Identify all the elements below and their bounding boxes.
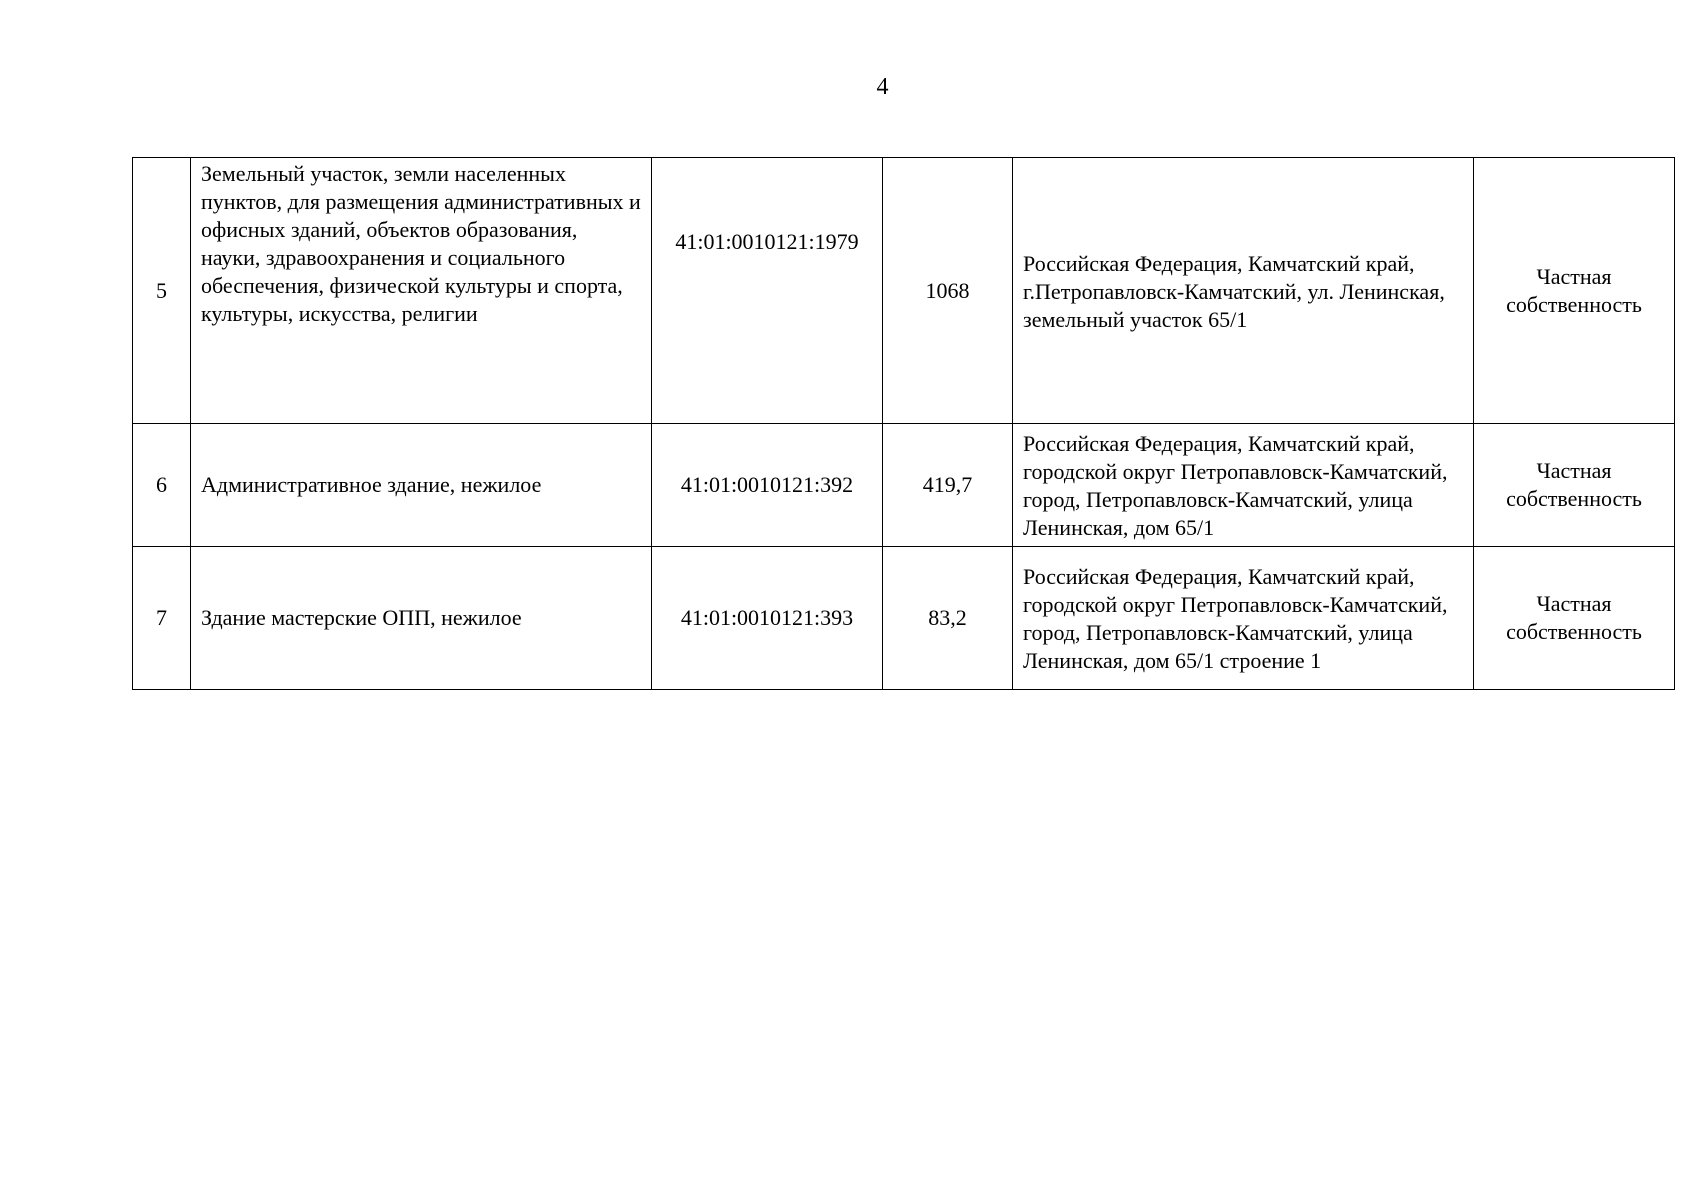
object-name: Земельный участок, земли населенных пунктов, для размещения административных и офисных зданий, объектов образования, науки, здравоохранения и социального обеспечения, физической культуры и спорта, культуры, искусства, религии: [191, 158, 652, 424]
ownership-type: Частная собственность: [1474, 158, 1675, 424]
cadastral-number: 41:01:0010121:1979: [652, 158, 883, 424]
area: 1068: [883, 158, 1013, 424]
address: Российская Федерация, Камчатский край, городской округ Петропавловск-Камчатский, город, Петропавловск-Камчатский, улица Ленинская, дом 65/1 строение 1: [1013, 547, 1474, 690]
row-number: 7: [133, 547, 191, 690]
table-row: [133, 424, 1675, 547]
page-number: 4: [876, 74, 889, 100]
cadastral-number: 41:01:0010121:392: [652, 424, 883, 547]
address: Российская Федерация, Камчатский край, г.Петропавловск-Камчатский, ул. Ленинская, земельный участок 65/1: [1013, 158, 1474, 424]
ownership-type: Частная собственность: [1474, 547, 1675, 690]
address: Российская Федерация, Камчатский край, городской округ Петропавловск-Камчатский, город, Петропавловск-Камчатский, улица Ленинская, дом 65/1: [1013, 424, 1474, 547]
area: 419,7: [883, 424, 1013, 547]
table-row: [133, 158, 1675, 424]
row-number: 5: [133, 158, 191, 424]
row-number: 6: [133, 424, 191, 547]
cadastral-number: 41:01:0010121:393: [652, 547, 883, 690]
ownership-type: Частная собственность: [1474, 424, 1675, 547]
property-table: [132, 157, 1675, 690]
area: 83,2: [883, 547, 1013, 690]
table-row: [133, 547, 1675, 690]
object-name: Здание мастерские ОПП, нежилое: [191, 547, 652, 690]
object-name: Административное здание, нежилое: [191, 424, 652, 547]
